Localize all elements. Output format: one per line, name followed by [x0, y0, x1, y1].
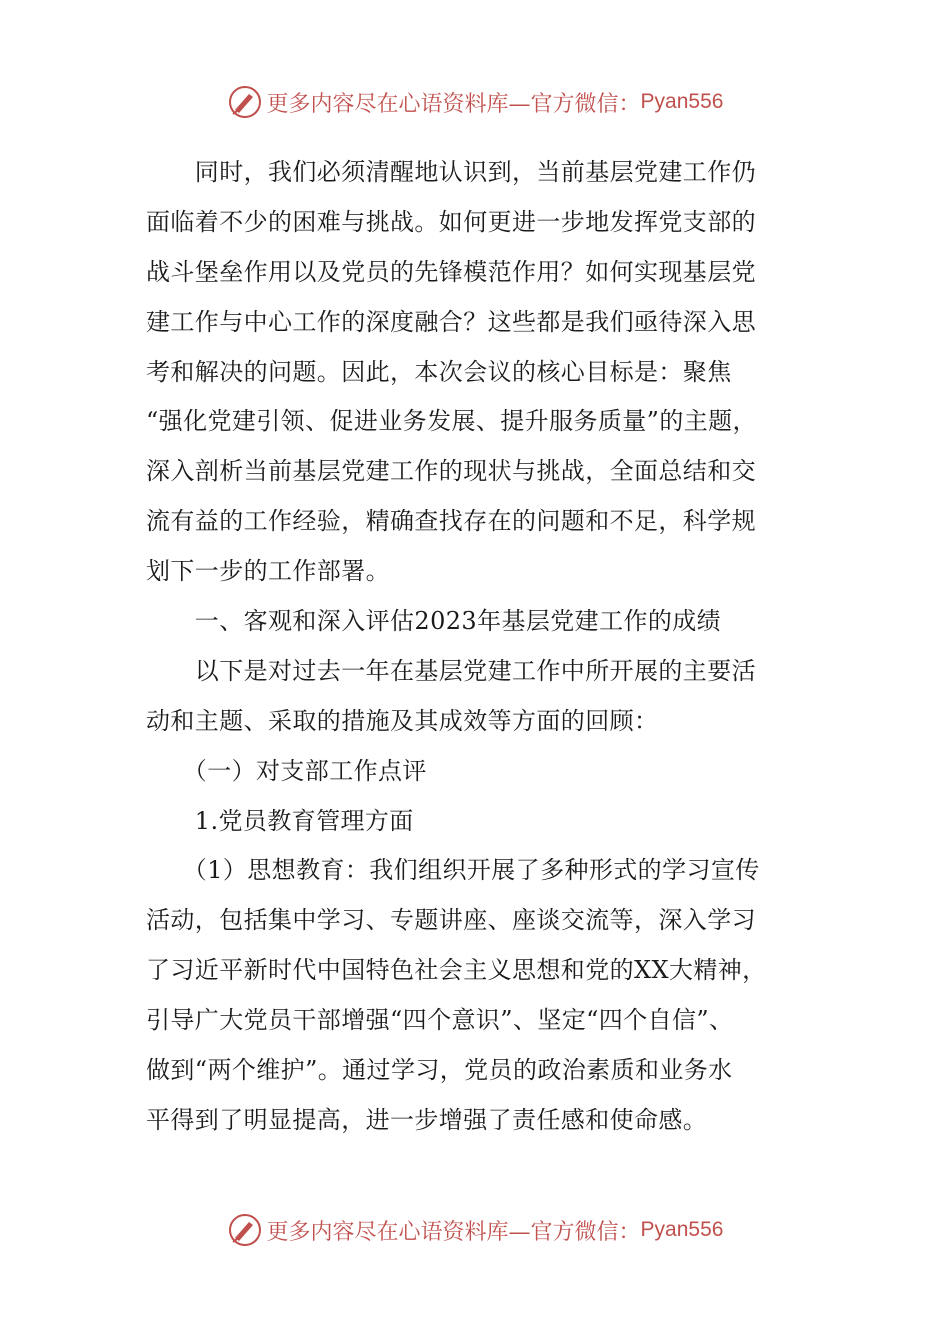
watermark-id: Pyan556: [640, 90, 724, 113]
text-line: 平得到了明显提高，进一步增强了责任感和使命感。: [146, 1105, 708, 1134]
watermark-text: 更多内容尽在心语资料库—官方微信：: [266, 1219, 641, 1245]
text-line: 以下是对过去一年在基层党建工作中所开展的主要活: [146, 656, 756, 685]
pen-logo-icon: [227, 1212, 263, 1248]
subsection-heading: （一）对支部工作点评: [146, 756, 427, 785]
watermark-text: 更多内容尽在心语资料库—官方微信：: [266, 91, 641, 117]
text-line: 流有益的工作经验，精确查找存在的问题和不足，科学规: [146, 507, 756, 536]
document-body: [146, 148, 798, 1146]
text-line: （1）思想教育：我们组织开展了多种形式的学习宣传: [146, 856, 760, 885]
text-line: 做到“两个维护”。通过学习，党员的政治素质和业务水: [146, 1056, 733, 1085]
text-line: 建工作与中心工作的深度融合？这些都是我们亟待深入思: [146, 307, 756, 336]
watermark-id: Pyan556: [640, 1218, 724, 1241]
text-line: 引导广大党员干部增强“四个意识”、坚定“四个自信”、: [146, 1006, 734, 1035]
text-line: 划下一步的工作部署。: [146, 557, 390, 586]
subsection-heading: 1.党员教育管理方面: [146, 806, 414, 835]
text-line: 同时，我们必须清醒地认识到，当前基层党建工作仍: [146, 158, 756, 186]
text-line: 深入剖析当前基层党建工作的现状与挑战，全面总结和交: [146, 457, 756, 486]
text-line: 考和解决的问题。因此，本次会议的核心目标是：聚焦: [146, 357, 732, 386]
watermark-footer: [0, 1212, 950, 1248]
text-line: 战斗堡垒作用以及党员的先锋模范作用？如何实现基层党: [146, 257, 756, 286]
text-line: 动和主题、采取的措施及其成效等方面的回顾：: [146, 706, 659, 735]
section-heading: 一、客观和深入评估2023年基层党建工作的成绩: [146, 607, 722, 636]
watermark-header: [0, 84, 950, 120]
text-line: 面临着不少的困难与挑战。如何更进一步地发挥党支部的: [146, 207, 756, 236]
text-line: 了习近平新时代中国特色社会主义思想和党的XX大精神，: [146, 956, 767, 985]
text-line: “强化党建引领、促进业务发展、提升服务质量”的主题，: [146, 407, 757, 436]
pen-logo-icon: [227, 84, 263, 120]
text-line: 活动，包括集中学习、专题讲座、座谈交流等，深入学习: [146, 906, 756, 935]
